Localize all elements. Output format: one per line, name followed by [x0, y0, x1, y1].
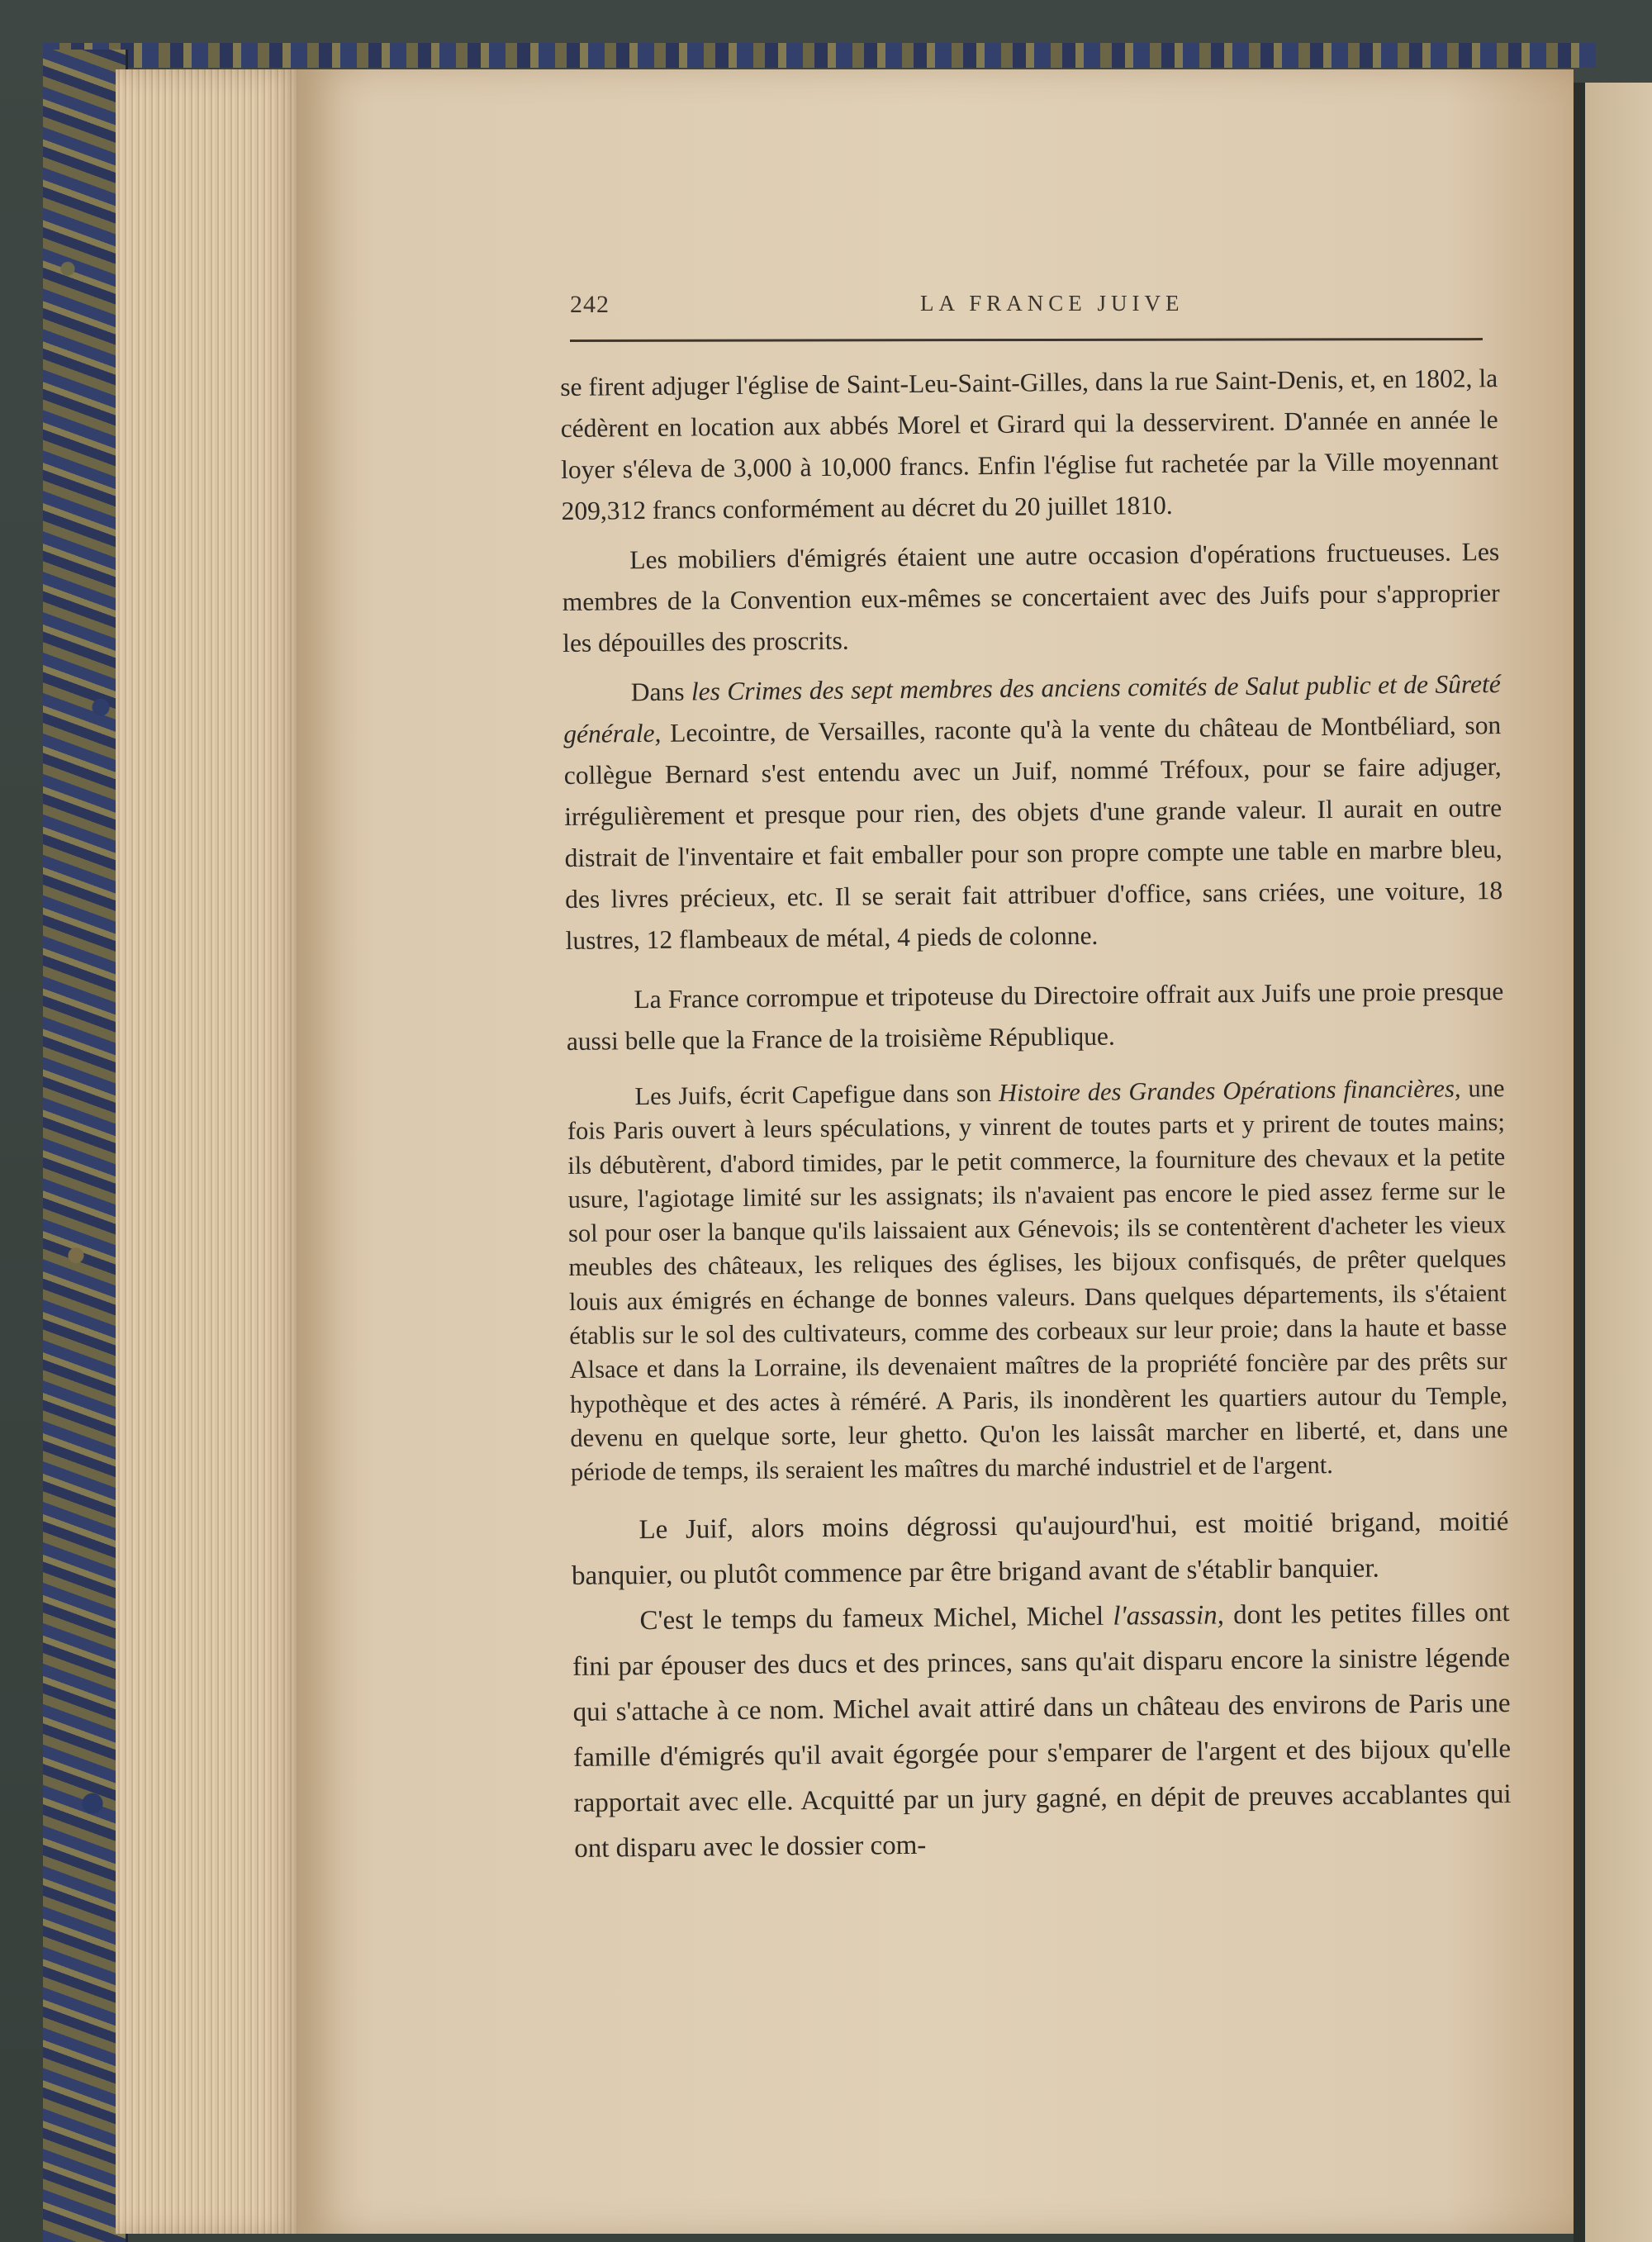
- paragraph-1: se firent adjuger l'église de Saint-Leu-Saint-Gilles, dans la rue Saint-Denis, et, en 1802, la cédèrent en location aux abbés Morel et Girard qui la desservirent. D'année en année le loyer s'éleva de 3,000 à 10,000 francs. Enfin l'église fut rachetée par la Ville moyennant 209,312 francs conformément au décret du 20 juillet 1810.: [560, 363, 1499, 525]
- paragraph-3: [563, 663, 1503, 962]
- paragraph-7-title: l'assassin,: [1113, 1599, 1225, 1632]
- running-title: LA FRANCE JUIVE: [920, 291, 1184, 316]
- paragraph-5-lead: Les Juifs, écrit Capefigue dans son: [634, 1079, 992, 1111]
- facing-page-edge: [1574, 83, 1652, 2242]
- paragraph-5: [567, 1071, 1508, 1489]
- page-number: 242: [570, 291, 610, 318]
- paragraph-7: [572, 1590, 1512, 1872]
- paragraph-5-rest: une fois Paris ouvert à leurs spéculations, y vinrent de toutes parts et y prirent de toutes mains; ils débutèrent, d'abord timides, par le petit commerce, la fourniture des chevaux et la petite usure, l'agiotage limité sur les assignats; ils n'avaient pas encore le pied assez ferme sur le sol pour oser la banque qu'ils laissaient aux Génevois; ils se contentèrent d'acheter les vieux meubles des châteaux, les reliques des églises, les bijoux confisqués, de prêter quelques louis aux émigrés en échange de bonnes valeurs. Dans quelques départements, ils s'étaient établis sur le sol des cultivateurs, comme des corbeaux sur leur proie; dans la haute et basse Alsace et dans la Lorraine, ils devenaient maîtres de la propriété foncière par des prêts sur hypothèque et des actes à réméré. A Paris, ils inondèrent les quartiers autour du Temple, devenu en quelque sorte, leur ghetto. Qu'on les laissât marcher en liberté, et, dans une période de temps, ils seraient les maîtres du marché industriel et de l'argent.: [567, 1074, 1508, 1487]
- body-text: [560, 358, 1512, 1871]
- paragraph-4: La France corrompue et tripoteuse du Directoire offrait aux Juifs une proie presque aussi belle que la France de la troisième République.: [566, 976, 1504, 1056]
- paragraph-3-lead: Dans: [630, 677, 685, 707]
- paragraph-5-title: Histoire des Grandes Opérations financières,: [998, 1074, 1461, 1107]
- cover-top-edge: [43, 43, 1596, 68]
- paragraph-3-title: les Crimes des sept membres des anciens comités de Salut public et de Sûreté générale,: [563, 669, 1501, 748]
- paragraph-3-rest: Lecointre, de Versailles, raconte qu'à la vente du château de Montbéliard, son collègue Bernard s'est entendu avec un Juif, nommé Tréfoux, pour se faire adjuger, irrégulièrement et presque pour rien, des objets d'une grande valeur. Il aurait en outre distrait de l'inventaire et fait emballer pour son propre compte une table en marbre bleu, des livres précieux, etc. Il se serait fait attribuer d'office, sans criées, une voiture, 18 lustres, 12 flambeaux de métal, 4 pieds de colonne.: [563, 710, 1503, 955]
- paragraph-7-rest: dont les petites filles ont fini par épouser des ducs et des princes, sans qu'ait disparu encore la sinistre légende qui s'attache à ce nom. Michel avait attiré dans un château des environs de Paris une famille d'émigrés qu'il avait égorgée pour s'emparer de l'argent et des bijoux qu'elle rapportait avec elle. Acquitté par un jury gagné, en dépit de preuves accablantes qui ont disparu avec le dossier com-: [572, 1597, 1512, 1864]
- paragraph-6: Le Juif, alors moins dégrossi qu'aujourd'hui, est moitié brigand, moitié banquier, ou plutôt commence par être brigand avant de s'établir banquier.: [571, 1506, 1509, 1591]
- paragraph-7-lead: C'est le temps du fameux Michel, Michel: [639, 1601, 1104, 1636]
- running-head: [570, 291, 1479, 324]
- paragraph-2: Les mobiliers d'émigrés étaient une autre occasion d'opérations fructueuses. Les membres de la Convention eux-mêmes se concertaient avec des Juifs pour s'approprier les dépouilles des proscrits.: [562, 537, 1500, 658]
- page-stack-edge: [116, 69, 306, 2234]
